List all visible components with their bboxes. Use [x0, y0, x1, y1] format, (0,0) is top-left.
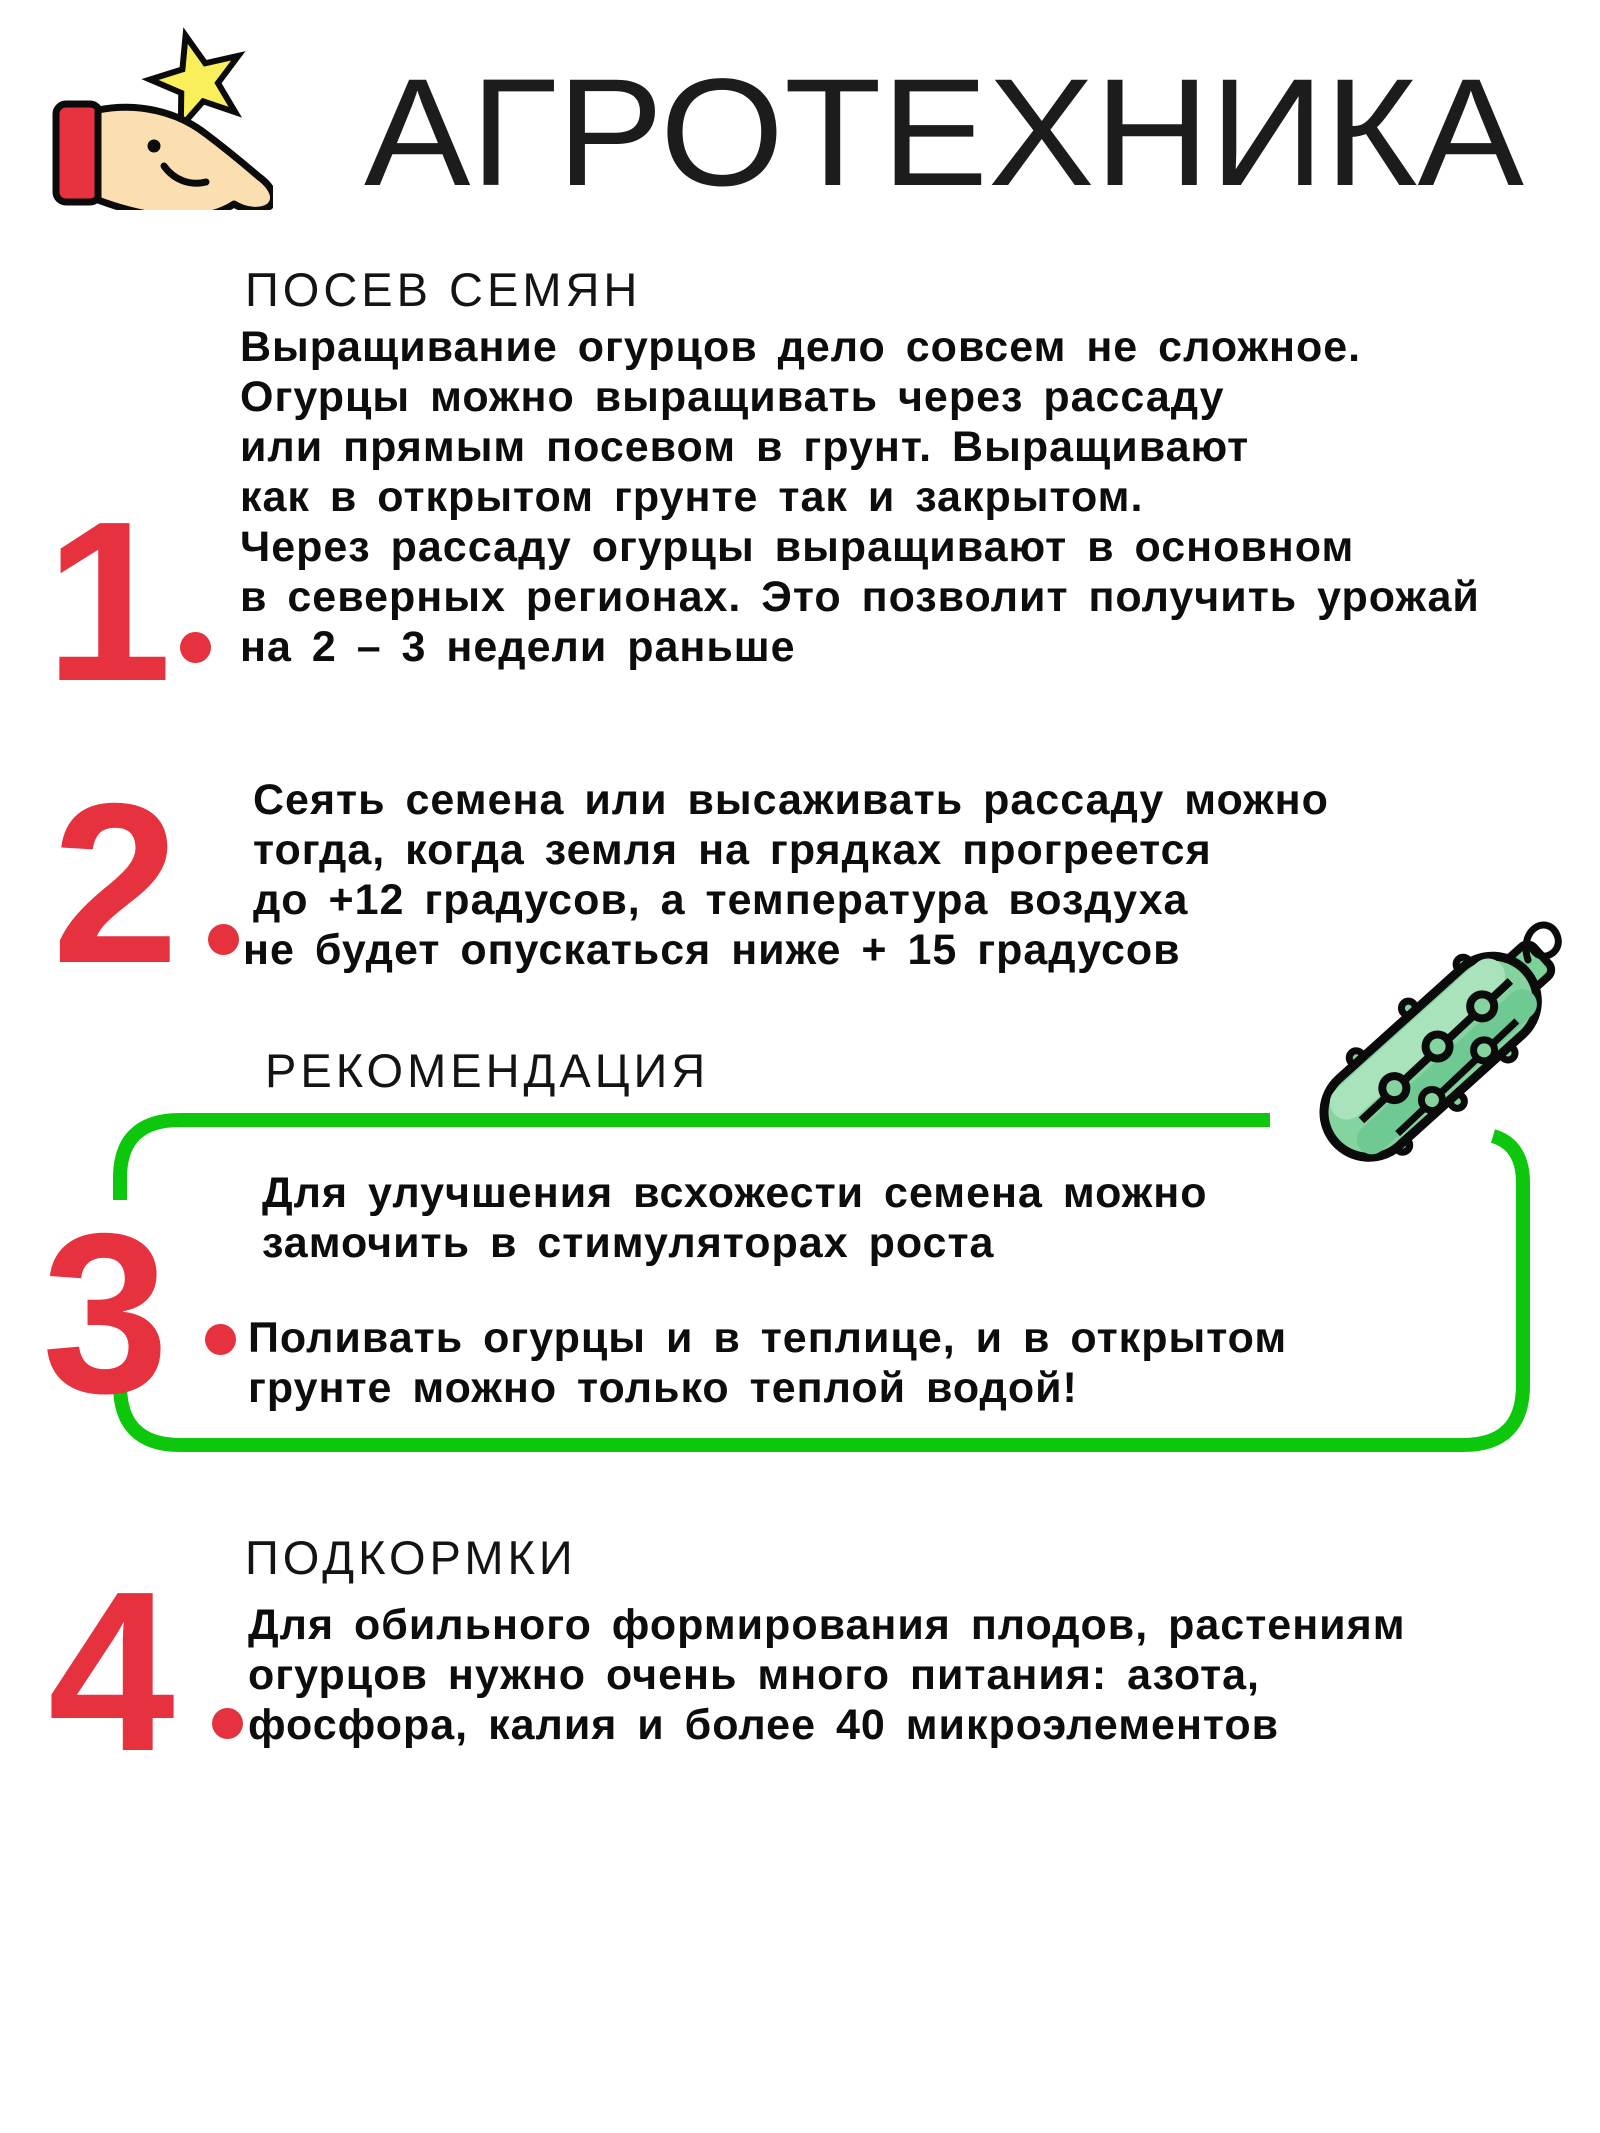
text-line: Поливать огурцы и в теплице, и в открытом	[248, 1314, 1288, 1362]
section-number-3: 3	[42, 1200, 242, 1390]
cuff-shape	[56, 104, 100, 202]
number-dot-4	[212, 1708, 243, 1739]
cucumber-icon	[1290, 888, 1570, 1218]
paragraph-sowing	[240, 322, 1480, 672]
text-line: в северных регионах. Это позволит получить урожай	[240, 573, 1480, 621]
paragraph-feeding	[248, 1600, 1406, 1750]
text-line: Для обильного формирования плодов, растениям	[248, 1601, 1406, 1649]
number-dot-3	[205, 1324, 236, 1355]
paragraph-planting-conditions	[243, 775, 1329, 975]
heading-sowing-seeds: ПОСЕВ СЕМЯН	[245, 263, 642, 316]
text-line: Через рассаду огурцы выращивают в основном	[240, 523, 1355, 571]
recommendation-paragraph-1	[262, 1168, 1208, 1268]
knuckle-dot	[148, 140, 161, 153]
page-title-block	[362, 45, 1542, 215]
text-line: Сеять семена или высаживать рассаду можно	[253, 776, 1329, 824]
text-line: Выращивание огурцов дело совсем не сложное.	[240, 323, 1362, 371]
page-title: АГРОТЕХНИКА	[364, 47, 1524, 215]
heading-recommendation: РЕКОМЕНДАЦИЯ	[265, 1044, 710, 1097]
text-line: огурцов нужно очень много питания: азота,	[248, 1651, 1260, 1699]
number-dot-1	[180, 632, 211, 663]
text-line: грунте можно только теплой водой!	[248, 1364, 1078, 1412]
section-number-1: 1	[45, 475, 172, 729]
text-line: как в открытом грунте так и закрытом.	[240, 473, 1144, 521]
text-line: или прямым посевом в грунт. Выращивают	[240, 423, 1250, 471]
text-line: тогда, когда земля на грядках прогреется	[253, 826, 1212, 874]
text-line: Для улучшения всхожести семена можно	[262, 1169, 1208, 1217]
text-line: замочить в стимуляторах роста	[262, 1219, 995, 1267]
text-line: не будет опускаться ниже + 15 градусов	[243, 926, 1181, 974]
heading-feeding: ПОДКОРМКИ	[245, 1531, 577, 1584]
number-dot-2	[208, 924, 239, 955]
recommendation-paragraph-2	[248, 1313, 1287, 1413]
text-line: Огурцы можно выращивать через рассаду	[240, 373, 1225, 421]
text-line: на 2 – 3 недели раньше	[240, 623, 796, 671]
hand-shape	[98, 107, 273, 210]
hand-offering-star-icon	[48, 20, 273, 210]
section-number-4: 4	[48, 1545, 175, 1799]
text-line: фосфора, калия и более 40 микроэлементов	[248, 1701, 1280, 1749]
section-number-2: 2	[52, 757, 179, 1011]
text-line: до +12 градусов, а температура воздуха	[253, 876, 1189, 924]
